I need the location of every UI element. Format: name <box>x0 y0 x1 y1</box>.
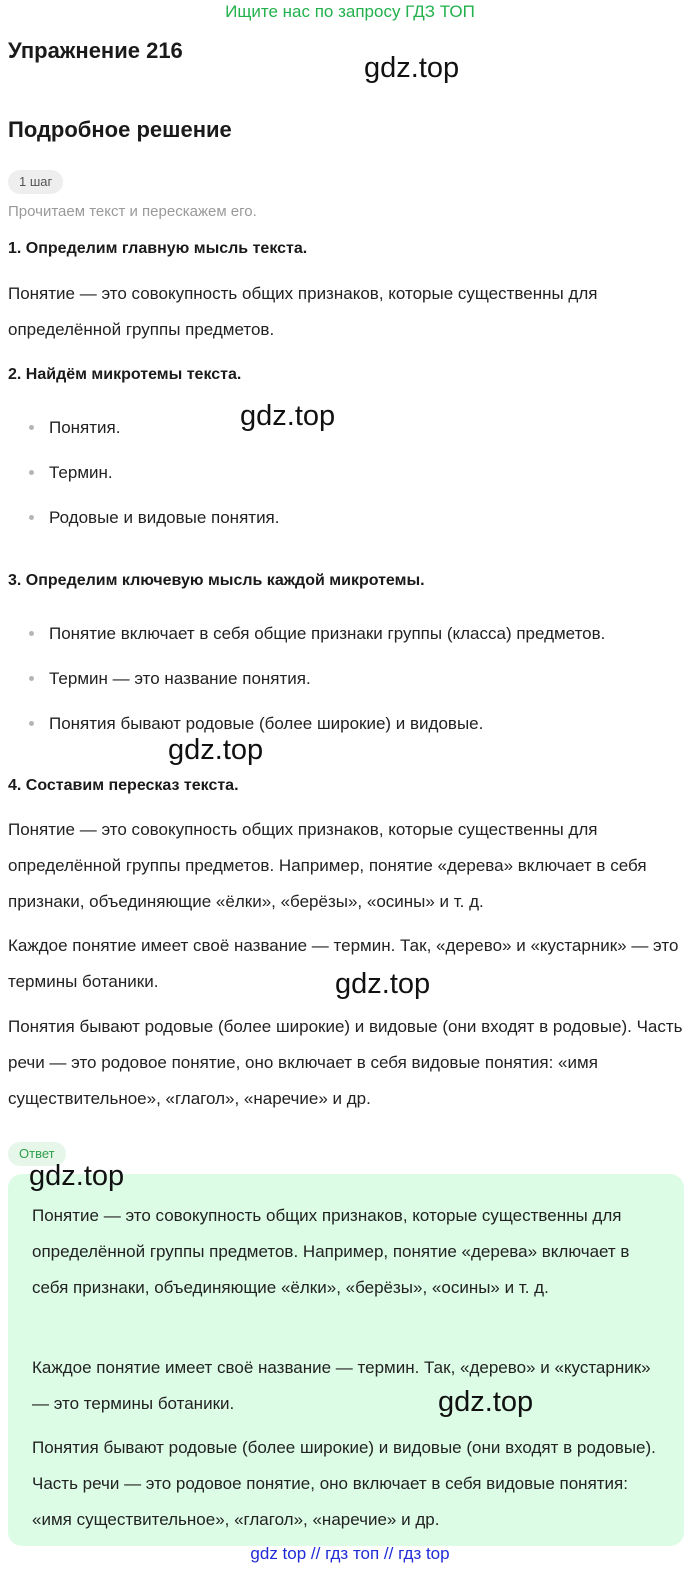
list-item: Термин. <box>8 450 688 495</box>
section-2-heading: 2. Найдём микротемы текста. <box>8 366 242 383</box>
section-3-heading: 3. Определим ключевую мысль каждой микротемы. <box>8 572 425 589</box>
list-item: Понятия бывают родовые (более широкие) и видовые. <box>8 701 688 746</box>
retelling-paragraph-1: Понятие — это совокупность общих признаков, которые существенны для определённой группы предметов. Например, понятие «дерева» включает в себя признаки, объединяющие «ёлки», «берёзы», «осины» и т. д. <box>8 820 647 911</box>
list-item: Термин — это название понятия. <box>8 656 688 701</box>
step-badge: 1 шаг <box>8 170 63 194</box>
watermark: gdz.top <box>335 968 431 1000</box>
section-1-heading: 1. Определим главную мысль текста. <box>8 240 308 257</box>
section-1-text: Понятие — это совокупность общих признаков, которые существенны для определённой группы предметов. <box>8 284 598 339</box>
watermark: gdz.top <box>29 1160 125 1192</box>
list-item: Родовые и видовые понятия. <box>8 495 688 540</box>
answer-paragraph-3: Понятия бывают родовые (более широкие) и видовые (они входят в родовые). Часть речи — это родовое понятие, оно включает в себя видовые понятия: «имя существительное», «глагол», «наречие» и др. <box>32 1438 656 1529</box>
watermark: gdz.top <box>438 1386 534 1418</box>
exercise-title: Упражнение 216 <box>8 38 183 63</box>
footer-links[interactable]: gdz top // гдз топ // гдз top <box>250 1544 450 1563</box>
retelling-paragraph-3: Понятия бывают родовые (более широкие) и видовые (они входят в родовые). Часть речи — это родовое понятие, оно включает в себя видовые понятия: «имя существительное», «глагол», «наречие» и др. <box>8 1017 683 1108</box>
solution-heading: Подробное решение <box>8 117 232 142</box>
retelling-paragraph-2: Каждое понятие имеет своё название — термин. Так, «дерево» и «кустарник» — это термины ботаники. <box>8 936 679 991</box>
hint-text: Прочитаем текст и перескажем его. <box>8 203 257 220</box>
promo-banner[interactable]: Ищите нас по запросу ГДЗ ТОП <box>225 2 475 21</box>
microtopics-list <box>8 405 688 540</box>
watermark: gdz.top <box>240 400 336 432</box>
watermark: gdz.top <box>364 52 460 84</box>
section-4-heading: 4. Составим пересказ текста. <box>8 777 239 794</box>
list-item: Понятие включает в себя общие признаки группы (класса) предметов. <box>8 611 688 656</box>
answer-paragraph-2: Каждое понятие имеет своё название — термин. Так, «дерево» и «кустарник» — это термины ботаники. <box>32 1358 651 1413</box>
watermark: gdz.top <box>168 734 264 766</box>
list-item: Понятия. <box>8 405 688 450</box>
key-thoughts-list <box>8 611 688 746</box>
answer-paragraph-1: Понятие — это совокупность общих признаков, которые существенны для определённой группы предметов. Например, понятие «дерева» включает в себя признаки, объединяющие «ёлки», «берёзы», «осины» и т. д. <box>32 1206 630 1297</box>
answer-badge: Ответ <box>8 1142 66 1166</box>
